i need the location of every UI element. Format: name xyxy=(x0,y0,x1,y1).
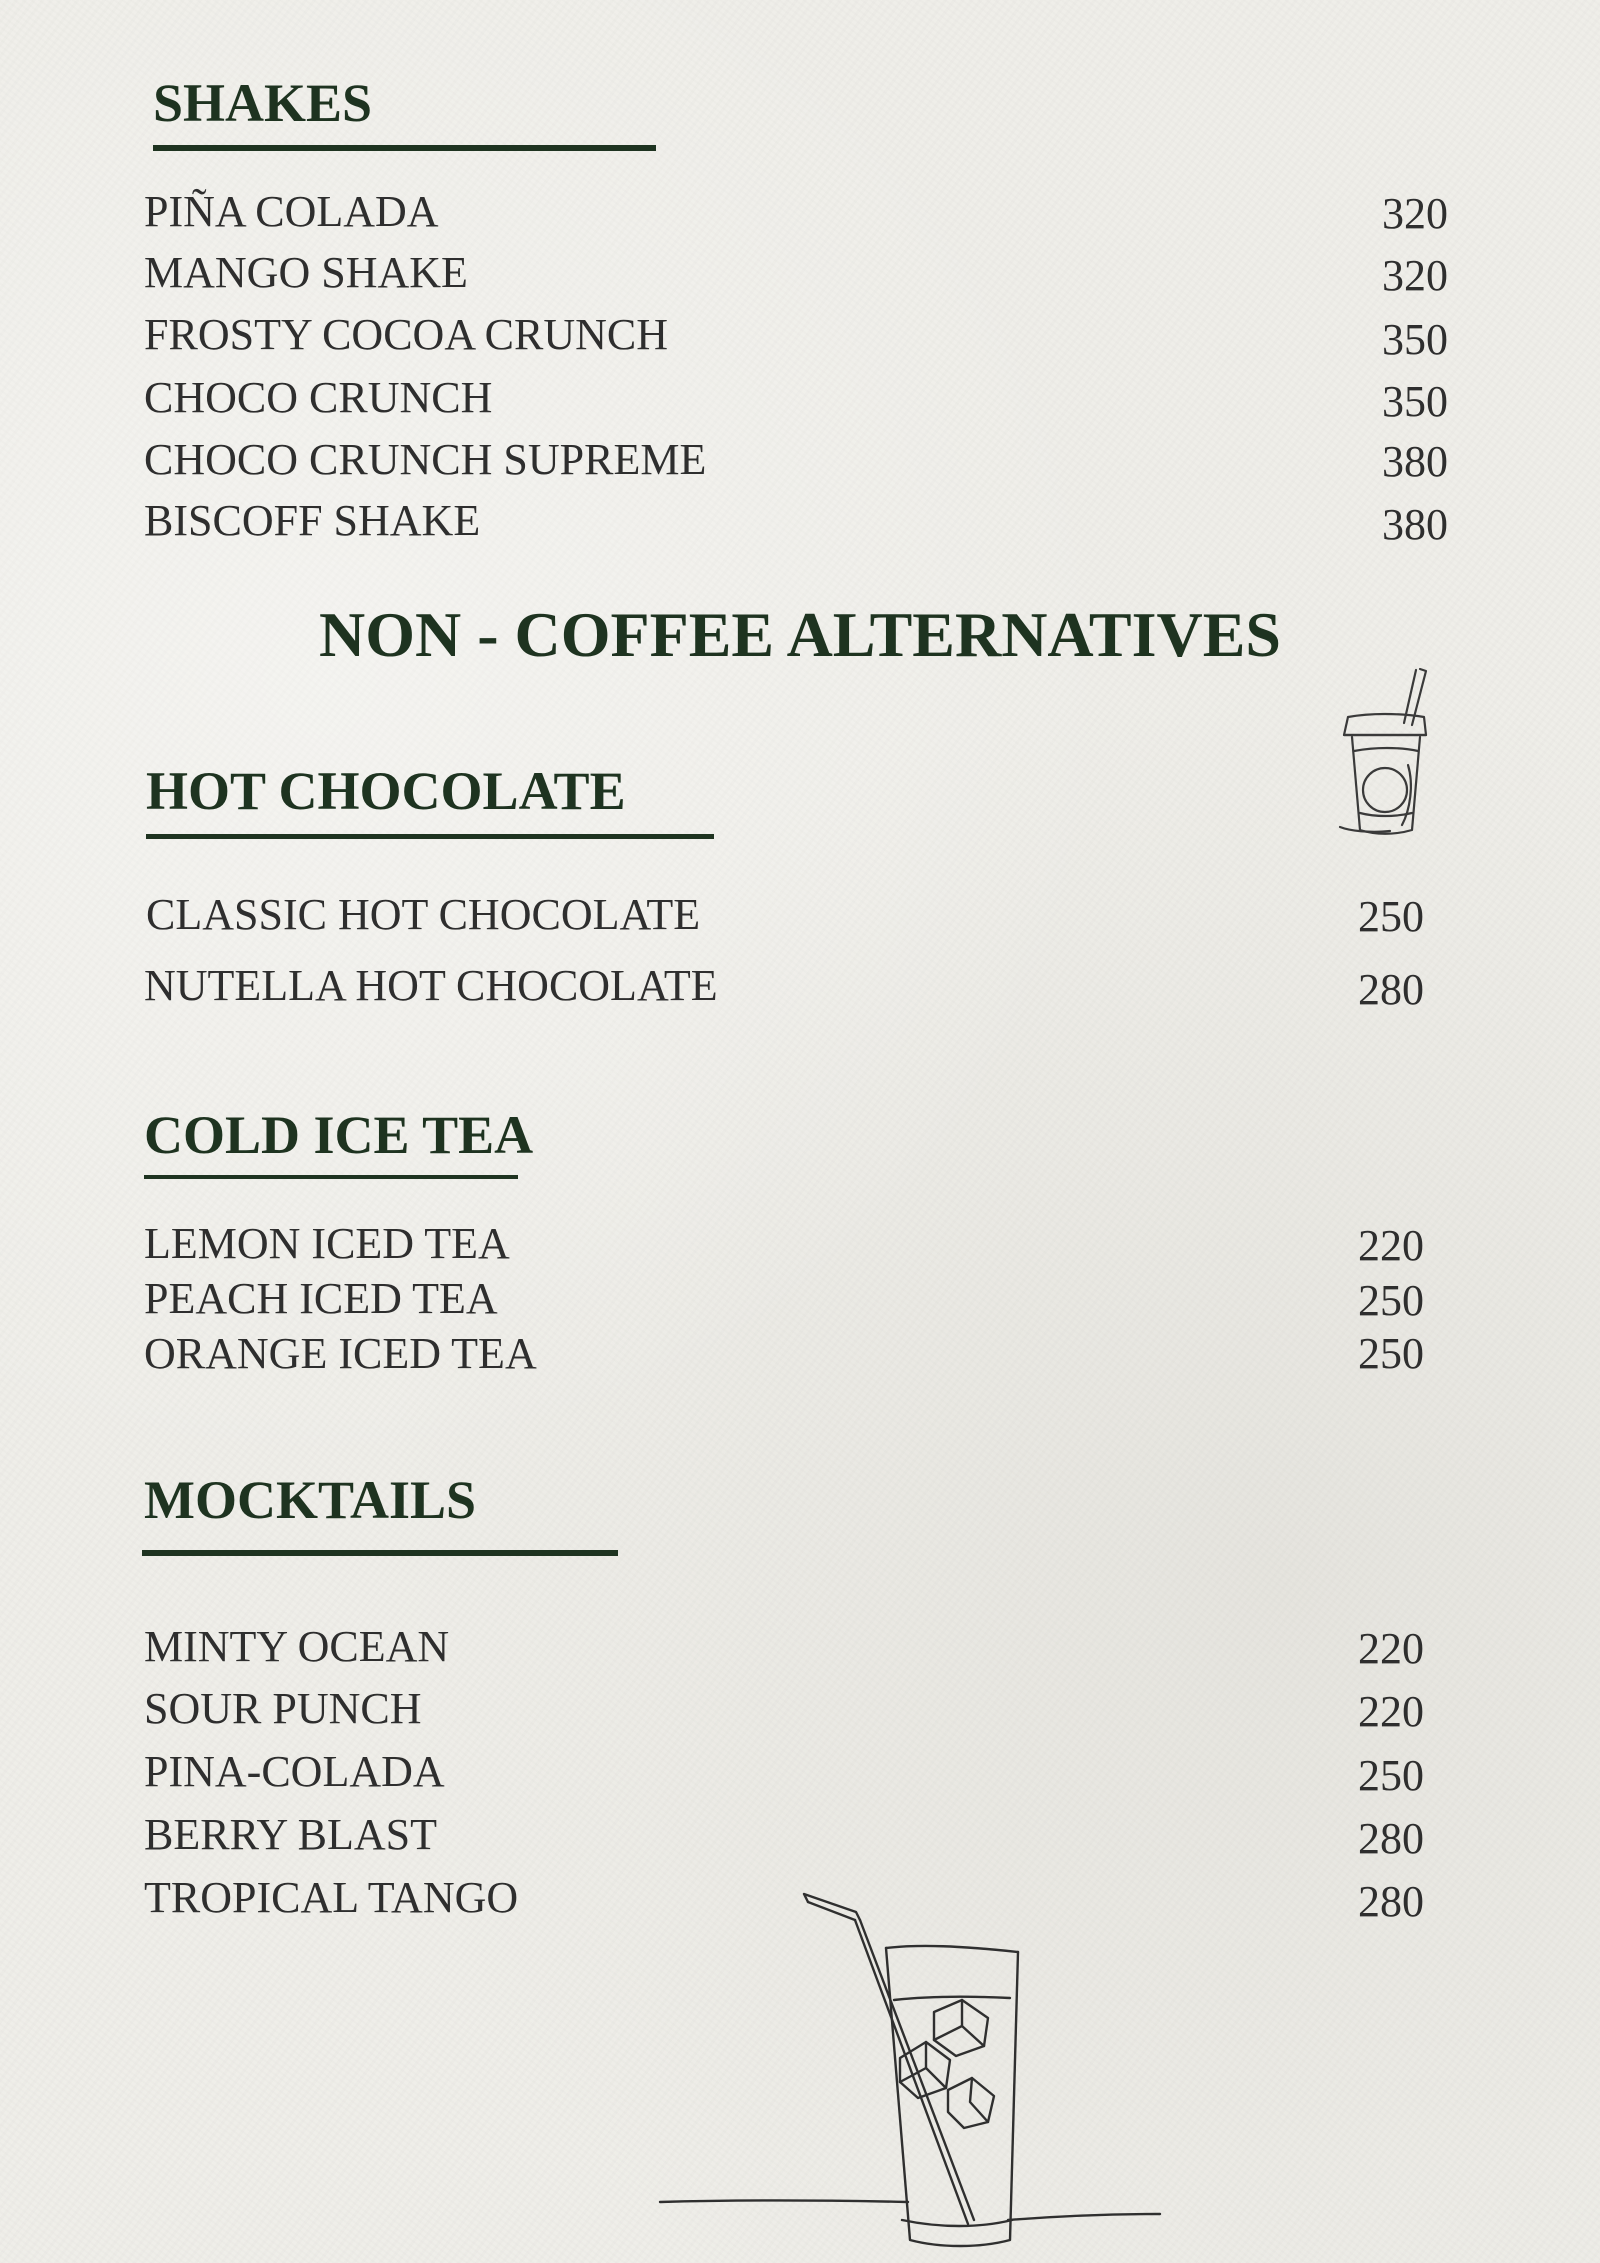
menu-item-name: MANGO SHAKE xyxy=(144,248,468,297)
menu-item-price: 250 xyxy=(1358,892,1424,941)
section-title-hot-chocolate: HOT CHOCOLATE xyxy=(146,761,626,821)
menu-item-price: 280 xyxy=(1358,1877,1424,1926)
menu-item-price: 220 xyxy=(1358,1687,1424,1736)
section-rule-hot-chocolate xyxy=(146,834,714,839)
menu-item-price: 380 xyxy=(1382,437,1448,486)
section-title-mocktails: MOCKTAILS xyxy=(144,1470,477,1530)
menu-item-name: NUTELLA HOT CHOCOLATE xyxy=(144,961,718,1010)
section-rule-mocktails xyxy=(142,1550,618,1556)
section-title-shakes: SHAKES xyxy=(153,73,373,133)
menu-item-price: 280 xyxy=(1358,1814,1424,1863)
iced-drink-glass-icon xyxy=(650,1890,1170,2260)
takeaway-cup-icon xyxy=(1330,665,1440,845)
menu-item-name: CHOCO CRUNCH SUPREME xyxy=(144,435,707,484)
menu-item-price: 250 xyxy=(1358,1276,1424,1325)
menu-item-name: BERRY BLAST xyxy=(144,1810,437,1859)
menu-item-name: CLASSIC HOT CHOCOLATE xyxy=(146,890,701,939)
menu-item-name: CHOCO CRUNCH xyxy=(144,373,493,422)
menu-item-name: BISCOFF SHAKE xyxy=(144,496,481,545)
menu-item-price: 350 xyxy=(1382,315,1448,364)
menu-item-price: 320 xyxy=(1382,189,1448,238)
menu-item-name: SOUR PUNCH xyxy=(144,1684,422,1733)
menu-item-price: 220 xyxy=(1358,1221,1424,1270)
menu-item-name: PIÑA COLADA xyxy=(144,187,439,236)
menu-item-name: PINA-COLADA xyxy=(144,1747,445,1796)
menu-item-name: FROSTY COCOA CRUNCH xyxy=(144,310,669,359)
menu-item-price: 250 xyxy=(1358,1329,1424,1378)
menu-item-price: 280 xyxy=(1358,965,1424,1014)
menu-item-price: 380 xyxy=(1382,500,1448,549)
menu-item-price: 220 xyxy=(1358,1624,1424,1673)
menu-item-name: PEACH ICED TEA xyxy=(144,1274,498,1323)
page-title-non-coffee: NON - COFFEE ALTERNATIVES xyxy=(319,599,1281,670)
section-title-cold-ice-tea: COLD ICE TEA xyxy=(144,1105,534,1165)
section-rule-cold-ice-tea xyxy=(144,1175,518,1179)
menu-item-price: 250 xyxy=(1358,1751,1424,1800)
menu-item-name: TROPICAL TANGO xyxy=(144,1873,519,1922)
menu-item-name: MINTY OCEAN xyxy=(144,1622,450,1671)
menu-item-name: ORANGE ICED TEA xyxy=(144,1329,537,1378)
section-rule-shakes xyxy=(153,145,656,151)
menu-item-price: 350 xyxy=(1382,377,1448,426)
menu-item-name: LEMON ICED TEA xyxy=(144,1219,510,1268)
menu-item-price: 320 xyxy=(1382,251,1448,300)
